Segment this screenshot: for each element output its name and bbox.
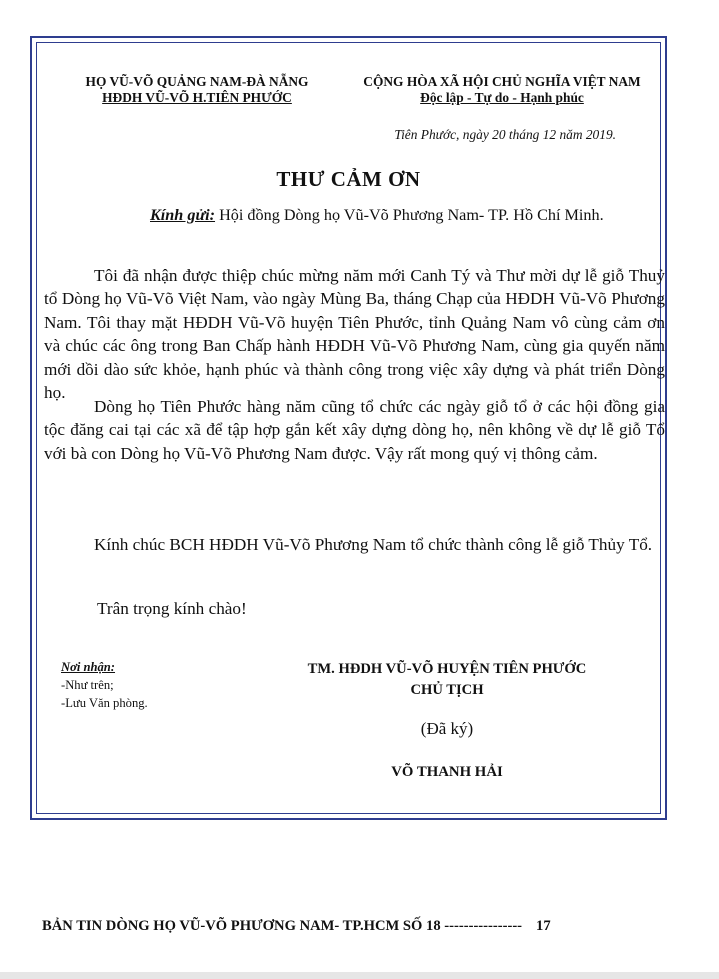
page-number: 17 [536, 918, 551, 934]
body-paragraph-1: Tôi đã nhận được thiệp chúc mừng năm mới Canh Tý và Thư mời dự lễ giỗ Thuỷ tổ Dòng họ Vũ-Võ Việt Nam, vào ngày Mùng Ba, tháng Chạp của HĐDH Vũ-Võ Phương Nam. Tôi thay mặt HĐDH Vũ-Võ huyện Tiên Phước, tỉnh Quảng Nam vô cùng cảm ơn và chúc các ông trong Ban Chấp hành HĐDH Vũ-Võ Phương Nam, cùng gia quyến năm mới dồi dào sức khỏe, hạnh phúc và thành công trong việc xây dựng và phát triển Dòng họ. [44, 266, 665, 403]
body-paragraph-2: Dòng họ Tiên Phước hàng năm cũng tổ chức các ngày giỗ tổ ở các hội đồng gia tộc đăng cai tại các xã để tập hợp gắn kết xây dựng dòng họ, nên không về dự lễ giỗ Tổ với bà con Dòng họ Vũ-Võ Phương Nam được. Vậy rất mong quý vị thông cảm. [44, 397, 665, 463]
signature-organization: TM. HĐDH VŨ-VÕ HUYỆN TIÊN PHƯỚC [307, 661, 587, 677]
recipient-item: -Lưu Văn phòng. [61, 696, 148, 710]
recipient-line [150, 206, 604, 225]
closing-greeting: Trân trọng kính chào! [97, 599, 247, 618]
signature-block [237, 659, 657, 701]
document-border [30, 36, 667, 820]
recipient-text: Hội đồng Dòng họ Vũ-Võ Phương Nam- TP. Hồ Chí Minh. [215, 206, 604, 224]
letter-title: THƯ CẢM ƠN [276, 167, 421, 191]
signer-name: VÕ THANH HẢI [391, 764, 503, 780]
recipient-item: -Như trên; [61, 678, 114, 692]
header-org-line1: HỌ VŨ-VÕ QUẢNG NAM-ĐÀ NẴNG [85, 74, 309, 89]
header-org-line2: HĐDH VŨ-VÕ H.TIÊN PHƯỚC [102, 90, 292, 105]
recipients-heading: Nơi nhận: [61, 660, 116, 674]
document-inner-border [36, 42, 665, 814]
footer-text: BẢN TIN DÒNG HỌ VŨ-VÕ PHƯƠNG NAM- TP.HCM SỐ 18 ---------------- [42, 918, 523, 934]
header-motto: Độc lập - Tự do - Hạnh phúc [420, 90, 584, 105]
recipient-label: Kính gửi: [150, 206, 216, 224]
page-footer [42, 918, 551, 935]
signature-note: (Đã ký) [420, 719, 474, 738]
page-bottom-edge [0, 972, 719, 979]
header-country-name: CỘNG HÒA XÃ HỘI CHỦ NGHĨA VIỆT NAM [363, 74, 641, 89]
recipients-list [61, 658, 148, 712]
header-organization [72, 74, 322, 106]
body-paragraph-3: Kính chúc BCH HĐDH Vũ-Võ Phương Nam tổ chức thành công lễ giỗ Thủy Tổ. [94, 535, 653, 554]
letter-date: Tiên Phước, ngày 20 tháng 12 năm 2019. [394, 127, 616, 142]
header-national-motto [342, 74, 662, 106]
signature-position: CHỦ TỊCH [410, 682, 484, 698]
